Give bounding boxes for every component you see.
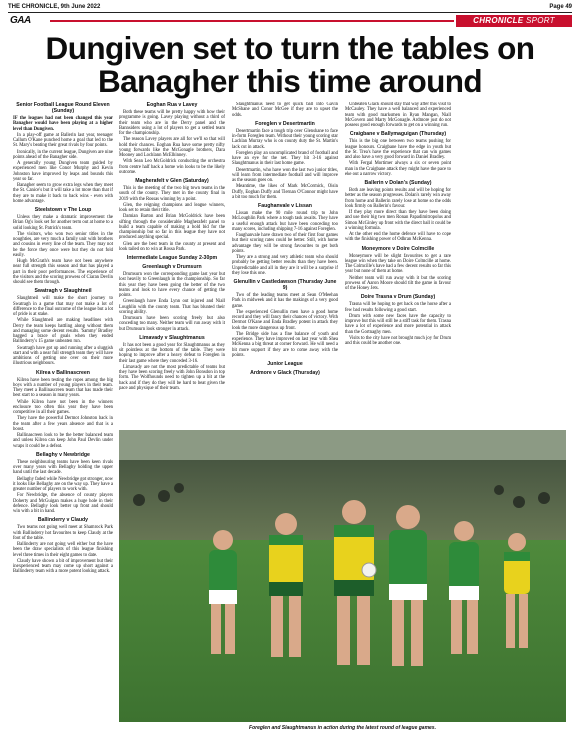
subhead: Senior Football League Round Eleven (Sunday) — [16, 102, 110, 114]
paragraph: Desertmartin, who have won the last two junior titles, will learn from intermediate football and will improve as the season goes on. — [232, 167, 338, 183]
subhead: Foreglen v Desertmartin — [255, 120, 315, 127]
paragraph: Neither team will run away with it but the scoring prowess of Aaron Moore should tilt the game in favour of the Honey Jets. — [345, 275, 451, 291]
paragraph: Drum with some new faces have the capacity to improve but this will still be a stiff task for them. Trasna have a lot of experience and more potential in attack than the Gortnaghy men. — [345, 313, 451, 335]
subhead: Eoghan Rua v Lavey — [146, 102, 198, 108]
paragraph: The experienced Glenullin men have a good home record and they will fancy their chances of victory. With Dermot O'Kane and Enda Bradley potent in attack they look the more dangerous up front. — [232, 309, 338, 331]
paragraph: This is the big one between two teams pushing for league honours. Craigbane have the edge in youth but the St. Trea's have the experience that can win games and also have a very good forward in Daniel Bradley. — [345, 139, 451, 160]
match-photo-image — [119, 430, 566, 722]
subhead: Faughanvale v Lissan — [258, 203, 312, 209]
subhead: Ardmore v Glack (Thursday) — [250, 370, 320, 376]
paragraph: Foreglen play an uncomplicated brand of football and have an eye for the net. They hit 3-16 against Slaughtmanus in their last home game. — [232, 150, 338, 167]
subhead: Ballinderry v Claudy — [37, 517, 89, 524]
subhead: Swatragh v Slaughtneil — [34, 288, 92, 295]
lead-paragraph: IF the leagues had not been changed this year Banagher would have been playing at a higher level than Dungiven. — [13, 116, 113, 132]
photo-caption: Foreglen and Slaughtmanus in action during the latest round of league games. — [249, 725, 436, 731]
column-4 — [345, 102, 451, 424]
gaa-logo: GAA — [10, 15, 31, 26]
paragraph: Faughanvale have drawn two of their first four games but their scoring rates could be better. Still, with home advantage they will be strong favourites to get both points. — [232, 233, 338, 254]
paragraph: They are a strong and very athletic team who should probably be getting better results than they have been. Unpredictable and all in they are it will be a surprise if they lose this one. — [232, 255, 338, 276]
column-3 — [232, 102, 338, 424]
brand-main: CHRONICLE — [473, 16, 524, 25]
paragraph: Visits to the city have not brought much joy for Drum and this could be another one. — [345, 335, 451, 346]
paragraph: Trasna will be hoping to get back on the horse after a few bad results following a good start. — [345, 302, 451, 313]
subhead: Ballerin v Dolan's (Sunday) — [364, 180, 432, 186]
paragraph: At the other end the home defence will have to cope with the finishing power of Odhran McKenna. — [345, 232, 451, 243]
paragraph: Meantime, the likes of Mark McCormick, Oisin Duffy, Eoghan Duffy and Tiernan O'Connor might have a bit too much for them. — [232, 184, 338, 200]
paragraph: While Slaughtneil are making headlines with Derry the team keeps battling along without them and managing some decent results. 'Sammy' Bradley bagged a brace of goals when they ended Ballinderry's 15 game unbeaten run. — [13, 318, 113, 345]
subhead: Intermediate League Sunday 2-30pm — [126, 255, 218, 261]
paragraph: Kilrea have been testing the ropes among the big boys with a number of young players in their team. They meet a Ballinascreen team that has made their best start to a season in many years. — [13, 377, 113, 399]
paragraph: Two teams not going well meet at Shamrock Park with Ballinderry hot favourites to keep Claudy at the foot of the table. — [13, 525, 113, 541]
subhead: Kilrea v Ballinascreen — [36, 369, 90, 376]
paragraph: This is the meeting of the two big town teams in the south of the county. They met in the county final in 2019 with the Rossas winning by a point. — [119, 186, 225, 202]
match-photo — [119, 430, 566, 722]
paragraph: With Sean Leo McGoldrick conducting the orchestra from centre half back a home win looks to be the likely outcome. — [119, 159, 225, 175]
paragraph: A generally young Dungiven team guided by experienced men like Conor Murphy and Kevin Johnston have improved by leaps and bounds this year so far. — [13, 161, 113, 182]
paragraph: Both these teams will be pretty happy with how their programme is going. Lavey playing without a third of their team who are in the Derry panel and the Bannsiders using a lot of players to get a settled team for the championship. — [119, 110, 225, 136]
paragraph: Unless they make a dramatic improvement the Brian Og's look set for another term out at home to a solid looking St. Patrick's team. — [13, 215, 113, 231]
column-1 — [13, 102, 113, 734]
paragraph: The visitors, who won two senior titles in the noughties, are very much a family unit with brothers and cousins in every line of the team. They may not be the force they once were but they do not fold easily. — [13, 231, 113, 258]
subhead: Doire Trasna v Drum (Sunday) — [360, 294, 436, 301]
subhead: Craigbane v Ballymaguigan (Thursday) — [349, 131, 447, 138]
subhead: Greenlaugh v Drumsurn — [142, 264, 202, 270]
subhead: Steelstown v The Loup — [34, 207, 92, 213]
paragraph: Ironically, in the current league, Dungiven are nine points ahead of the Banagher side. — [13, 149, 113, 160]
paragraph: The reason Lavey players are all for we'll so that will hold their chances. Eoghan Rua have some pretty nifty young forwards like the McGonagle brothers, Dara Mooney and Lochlann McElhinney. — [119, 137, 225, 158]
subhead: Magherafelt v Glen (Saturday) — [135, 178, 209, 184]
sky — [119, 430, 566, 460]
paragraph: Hugh McGrath's team have not been anywhere near full strength this season and that has played a part in their poor performances. The experience of the visitors and the scoring prowess of Ciaran Devlin should see them through. — [13, 259, 113, 285]
paragraph: Unbeaten Glack should stay that way after this visit to McCauley. They have a well balanced and experienced team with good marksmen in Ryan Mangan, Niall McGovern and Marty McGonagle. Ardmore just do not possess good enough forwards to get on a winning run. — [345, 102, 451, 128]
paragraph: While Kilrea have not been in the winners enclosure too often this year they have been competitive in all their games. — [13, 399, 113, 415]
paragraph: Lissan make the 90 mile round trip to John McLoughlin Park where a tough task awaits. They have a useful enough attack but have been conceding too many scores, including shipping 7-16 against Foreglen. — [232, 211, 338, 232]
section-bar — [8, 15, 572, 27]
paragraph: Two of the leading teams meet at Sean O'Meehan Park in midweek and it has the makings of a very good game. — [232, 293, 338, 309]
top-rule — [8, 12, 572, 13]
paragraph: With Fergal Mortimer always a six or seven point man in the Craigbane attack they might have the pace to eke out a narrow victory. — [345, 161, 451, 177]
paragraph: They have the powerful Dermot Johnston back in the team after a few years absence and that is a boost. — [13, 416, 113, 432]
headline: Dungiven set to turn the tables on Banagher this time around — [45, 30, 535, 99]
paragraph: Swatragh have got up and running after a sluggish start and with a near full strength team they will have ambitions of getting one over on their more illustrious neighbours. — [13, 345, 113, 367]
paragraph: Ballinascreen look to be the better balanced team and unless Kilrea can keep John Paul Devlin under wraps it could be a defeat. — [13, 433, 113, 449]
paragraph: These neighbouring teams have been keen rivals over many years with Bellaghy holding the upper hand until the last decade. — [13, 459, 113, 476]
subhead: Limavady v Slaughtmanus — [139, 334, 205, 341]
paragraph: Ballinderry are not going well either but the have been the draw specialists of this league finishing level three times in their eight games to date. — [13, 542, 113, 558]
paragraph: Damian Barton and Brian McGoldrick have been sifting through the considerable Magherafelt panel to build a team capable of making a bold bid for the championship but so far in this league they have not produced anything special. — [119, 214, 225, 241]
subhead: Moneymore v Doire Colmcille — [361, 245, 435, 252]
subhead: Bellaghy v Newbridge — [36, 451, 90, 458]
subhead: Junior League — [267, 361, 303, 367]
page-number: Page 49 — [549, 4, 572, 10]
paragraph: Desertmartin face a tough trip over Glenshane to face in-form Foreglen team. Without their young scoring star Lachlan Murray who is on county duty the St. Martin's lack cut in attack. — [232, 128, 338, 150]
paragraph: Moneymore will be slight favourites to get a rare league win when they take on Doire Colmcille at home. The Colmcille's have had a few decent results so far this year but none of them at home. — [345, 253, 451, 275]
paragraph: Slaughtneil will make the short journey to Swatragh in a game that may not make a lot of difference to the final outcome of the league but a lot of pride is at stake. — [13, 296, 113, 317]
paragraph: Limavady are not the most predictable of teams but they have been scoring freely with John Bonsdon in top form. The Wolfhounds need to tighten up a bit at the back and if they do they will be hard to beat given the pace and physique of their team. — [119, 364, 225, 391]
paragraph: Drumsurn won the corresponding game last year but lost heavily to Greenlaugh in the championship. So far this year they have been going the better of the two teams and look to have every chance of getting the points. — [119, 272, 225, 298]
paragraph: Bellaghy faded while Newbridge got stronger, now it looks like Bellaghy are on the way up. They have a greater number of players to work with. — [13, 476, 113, 492]
paragraph: Drumsurn have been scoring freely but also conceding too many. Neither team will run away with it but Drumsurn look stronger in attack. — [119, 316, 225, 332]
paragraph: The Bridge side has a fine balance of youth and experience. They have improved on last year with Shea McKenna a big threat at corner forward. He will need a bit more support if they are to come away with the points. — [232, 331, 338, 358]
column-2 — [119, 102, 225, 424]
paragraph: Greenlaugh have Enda Lynn out injured and Niall Loughlin with the county team. That has blunted their scoring ability. — [119, 299, 225, 315]
paragraph: Glen, the reigning champions and league winners, look set to retain their title. — [119, 202, 225, 213]
paragraph: Claudy have shown a bit of improvement but their inexperienced team may come up short against a Ballinderry team with a more potent looking attack. — [13, 558, 113, 575]
section-rule — [50, 20, 454, 22]
paragraph: Slaughtmanus need to get quick ball into Gavin McShane and Conor McGee if they are to upset the odds. — [232, 102, 338, 118]
subhead: Glenullin v Castledawson (Thursday June 9) — [233, 279, 337, 291]
brand-sub: SPORT — [525, 16, 555, 25]
paper-date: THE CHRONICLE, 9th June 2022 — [8, 4, 101, 10]
paragraph: Banagher seem to grow extra legs when they meet the St. Canice's but it will take a lot more than that if they are to make it back to back wins - even with home advantage. — [13, 183, 113, 204]
paragraph: Both are leaving points results and will be hoping for better as the season progresses. Dolan's rarely win away from home and Ballerin rarely lose at home so the odds look firmly on Ballerin's favour. — [345, 188, 451, 209]
chronicle-sport-brand — [456, 15, 572, 27]
paragraph: If they play more direct than they have been doing and use their big two men Ronan Papadimitropolus and Simon McGinley up front with the direct ball it could be a winning formula. — [345, 210, 451, 231]
paragraph: For Newbridge, the absence of county players Doherty and McGuigan makes a huge hole in their defence. Bellaghy look better up front and should win with a bit in hand. — [13, 493, 113, 514]
football — [362, 563, 376, 577]
paragraph: Glen are the best team in the county at present and look tailed on to win at Rossa Park. — [119, 241, 225, 252]
paragraph: It has not been a good year for Slaughtmanus as they sit pointless at the bottom of the table. They were hoping to improve after a heavy defeat to Foreglen in their last game where they conceded 3-16. — [119, 342, 225, 364]
paragraph: In a play-off game at Ballerin last year, teenager Callum O'Kane punched home a goal that led to the St. Mary's beating their great rivals by four points. — [13, 132, 113, 149]
